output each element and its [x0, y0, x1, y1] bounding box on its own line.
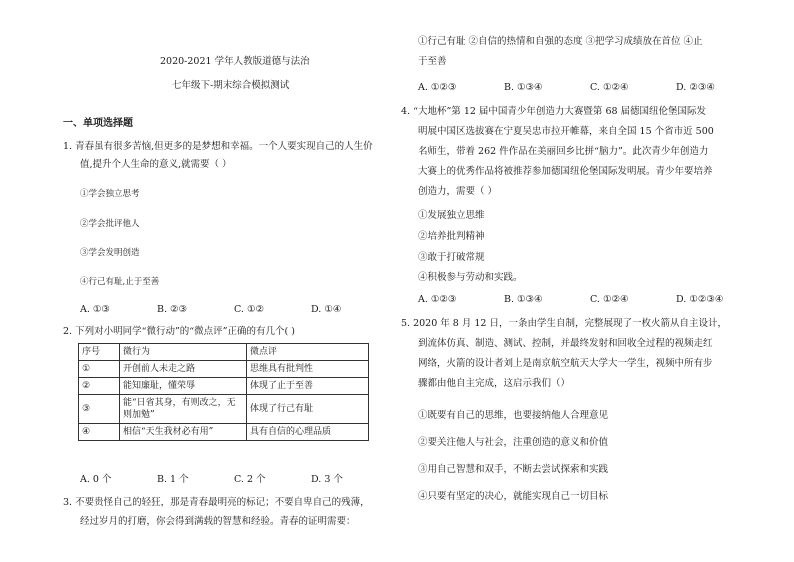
q4-option-a: A. ①②③ — [418, 294, 457, 305]
q2-option-a: A. 0 个 — [80, 474, 112, 485]
q3-option-c: C. ①②④ — [590, 82, 629, 93]
q2-option-b: B. 1 个 — [157, 474, 189, 485]
q4-item-3: ③敢于打破常规 — [418, 252, 485, 263]
table-cell: 具有自信的心理品质 — [247, 424, 369, 441]
table-header-cell: 微行为 — [120, 344, 247, 361]
q4-option-c: C. ①②④ — [590, 294, 629, 305]
q1-item-3: ③学会发明创造 — [80, 248, 140, 258]
q1-option-b: B. ②③ — [157, 304, 188, 315]
q1-stem-line2: 值,提升个人生命的意义,就需要（ ） — [80, 159, 232, 170]
q1-option-d: D. ①④ — [311, 304, 342, 315]
q3-option-a: A. ①②③ — [418, 82, 457, 93]
table-row — [79, 378, 369, 395]
q5-stem-line2: 到流体仿真、制造、测试、控制，并最终发射和回收全过程的视频走红 — [418, 338, 713, 349]
q4-item-4: ④积极参与劳动和实践。 — [418, 272, 523, 283]
table-header-row — [79, 344, 369, 361]
page-title: 2020-2021 学年人教版道德与法治 — [160, 56, 310, 67]
table-cell: ④ — [79, 424, 120, 441]
table-cell: 相信“天生我材必有用” — [120, 424, 247, 441]
q1-item-1: ①学会独立思考 — [80, 189, 140, 199]
q4-stem-line2: 明展中国区选拔赛在宁夏吴忠市拉开帷幕，来自全国 15 个省市近 500 — [418, 126, 714, 137]
q5-stem-line3: 网络，火箭的设计者刘上是南京航空航天大学大一学生，视频中所有步 — [418, 358, 713, 369]
q5-item-4: ④只要有坚定的决心，就能实现自己一切目标 — [418, 491, 609, 502]
q4-stem-line3: 名师生，带着 262 件作品在美丽回乡比拼“脑力”。此次青少年创造力 — [418, 146, 709, 157]
q2-option-d: D. 3 个 — [311, 474, 343, 485]
q4-option-b: B. ①③④ — [504, 294, 543, 305]
table-cell: 体现了行己有耻 — [247, 395, 369, 424]
q1-stem-line1: 1. 青春虽有很多苦恼,但更多的是梦想和幸福。一个人要实现自己的人生价 — [63, 141, 373, 152]
table-cell: 能知廉耻，懂荣辱 — [120, 378, 247, 395]
q5-item-1: ①既要有自己的思维，也要接纳他人合理意见 — [418, 410, 609, 421]
q1-option-c: C. ①② — [234, 304, 265, 315]
q4-item-1: ①发展独立思维 — [418, 210, 485, 221]
q3-stem-line2: 经过岁月的打磨，你会得到满载的智慧和经验。青春的证明需要： — [80, 516, 356, 527]
table-row — [79, 395, 369, 424]
q4-stem-line5: 创造力，需要（ ） — [418, 186, 498, 197]
table-cell: ① — [79, 361, 120, 378]
table-cell: ② — [79, 378, 120, 395]
page-subtitle: 七年级下-期末综合模拟测试 — [172, 80, 290, 91]
q4-stem-line4: 大赛上的优秀作品将被推荐参加德国纽伦堡国际发明展。青少年要培养 — [418, 166, 713, 177]
table-header-cell: 微点评 — [247, 344, 369, 361]
q1-item-4: ④行己有耻,止于至善 — [80, 277, 160, 287]
q5-stem-line1: 5. 2020 年 8 月 12 日，一条由学生自制，完整展现了一枚火箭从自主设计， — [401, 318, 727, 329]
q2-option-c: C. 2 个 — [234, 474, 266, 485]
q3-option-b: B. ①③④ — [504, 82, 543, 93]
q5-item-2: ②要关注他人与社会，注重创造的意义和价值 — [418, 437, 609, 448]
table-cell: ③ — [79, 395, 120, 424]
q5-item-3: ③用自己智慧和双手，不断去尝试探索和实践 — [418, 464, 609, 475]
q4-item-2: ②培养批判精神 — [418, 231, 485, 242]
q2-stem: 2. 下列对小明同学“微行动”的“微点评”正确的有几个( ) — [63, 326, 295, 337]
table-cell: 体现了止于至善 — [247, 378, 369, 395]
q3-option-d: D. ②③④ — [676, 82, 715, 93]
q3-items: ①行己有耻 ②自信的热情和自强的态度 ③把学习成绩放在首位 ④止 — [418, 36, 703, 47]
table-cell: 能“日省其身，有则改之，无则加勉” — [120, 395, 247, 424]
q5-stem-line4: 骤都由他自主完成，这启示我们（） — [418, 378, 571, 389]
q1-option-a: A. ①③ — [80, 304, 110, 315]
q3-stem-line1: 3. 不要贵怪自己的轻狂，那是青春最明亮的标记；不要自卑自己的残薄， — [63, 497, 370, 508]
table-cell: 开创前人未走之路 — [120, 361, 247, 378]
table-row — [79, 424, 369, 441]
section-heading: 一、单项选择题 — [63, 118, 133, 129]
q3-items-cont: 于至善 — [418, 56, 447, 67]
q2-table — [78, 343, 369, 441]
table-cell: 思维具有批判性 — [247, 361, 369, 378]
q1-item-2: ②学会批评他人 — [80, 219, 140, 229]
table-header-cell: 序号 — [79, 344, 120, 361]
table-row — [79, 361, 369, 378]
q4-option-d: D. ①②③④ — [676, 294, 724, 305]
q4-stem-line1: 4. “大地杯”第 12 届中国青少年创造力大赛暨第 68 届德国纽伦堡国际发 — [401, 106, 707, 117]
